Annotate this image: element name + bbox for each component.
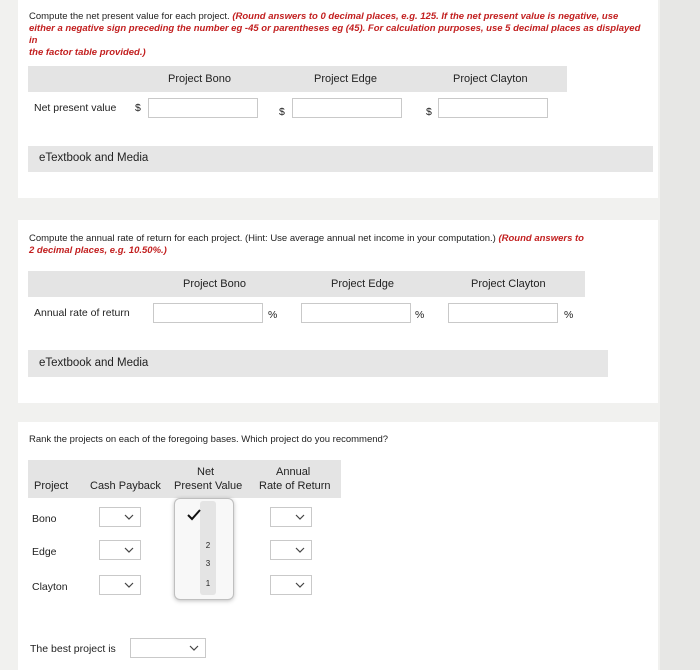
- cash-payback-select-bono[interactable]: [99, 507, 141, 527]
- rank-col-arr-1: Annual: [276, 466, 311, 478]
- arr-input-clayton[interactable]: [448, 303, 558, 323]
- chevron-down-icon: [295, 578, 305, 595]
- arr-select-clayton[interactable]: [270, 575, 312, 595]
- npv-rank-option-3[interactable]: 3: [205, 559, 211, 568]
- chevron-down-icon: [295, 543, 305, 560]
- npv-instruction-text: Compute the net present value for each project.: [29, 11, 230, 22]
- npv-panel: [18, 0, 658, 198]
- rank-col-cash-payback: Cash Payback: [90, 480, 161, 492]
- npv-input-clayton[interactable]: [438, 98, 548, 118]
- right-scroll-area: [660, 0, 700, 670]
- rank-col-arr-2: Rate of Return: [259, 480, 331, 492]
- rank-row-clayton: Clayton: [32, 581, 68, 593]
- chevron-down-icon: [124, 578, 134, 595]
- cash-payback-select-clayton[interactable]: [99, 575, 141, 595]
- rank-table-header: [28, 460, 341, 498]
- chevron-down-icon: [124, 543, 134, 560]
- etextbook-media-label-2: eTextbook and Media: [39, 357, 149, 369]
- npv-rank-option-list: [200, 501, 216, 595]
- cash-payback-select-edge[interactable]: [99, 540, 141, 560]
- npv-rank-dropdown[interactable]: [174, 498, 234, 600]
- chevron-down-icon: [295, 510, 305, 527]
- etextbook-media-label-1: eTextbook and Media: [39, 152, 149, 164]
- npv-input-edge[interactable]: [292, 98, 402, 118]
- etextbook-media-link-1[interactable]: [28, 146, 653, 172]
- rank-row-edge: Edge: [32, 546, 57, 558]
- best-project-label: The best project is: [30, 643, 116, 655]
- arr-instruction-red: (Round answers to: [498, 233, 584, 244]
- chevron-down-icon: [124, 510, 134, 527]
- arr-col-clayton: Project Clayton: [471, 278, 546, 290]
- arr-instruction-text: Compute the annual rate of return for each project. (Hint: Use average annual net income in your computation.): [29, 233, 496, 244]
- npv-input-bono[interactable]: [148, 98, 258, 118]
- checkmark-icon: [186, 508, 202, 525]
- arr-instruction-red-2: 2 decimal places, e.g. 10.50%.): [29, 245, 167, 256]
- rank-col-project: Project: [34, 480, 69, 492]
- rank-panel: [18, 422, 658, 670]
- best-project-select[interactable]: [130, 638, 206, 658]
- arr-input-bono[interactable]: [153, 303, 263, 323]
- arr-percent-clayton: %: [564, 309, 574, 321]
- npv-col-bono: Project Bono: [168, 73, 231, 85]
- rank-instruction: Rank the projects on each of the foregoing bases. Which project do you recommend?: [29, 434, 389, 445]
- arr-percent-bono: %: [268, 309, 278, 321]
- rank-col-npv-2: Present Value: [174, 480, 243, 492]
- arr-percent-edge: %: [415, 309, 425, 321]
- npv-row-label: Net present value: [34, 102, 117, 114]
- arr-row-label: Annual rate of return: [34, 307, 130, 319]
- npv-column-header: [28, 66, 567, 92]
- npv-col-clayton: Project Clayton: [453, 73, 528, 85]
- arr-column-header: [28, 271, 585, 297]
- arr-input-edge[interactable]: [301, 303, 411, 323]
- npv-currency-clayton: $: [426, 106, 432, 118]
- npv-rank-option-2[interactable]: 2: [205, 541, 211, 550]
- rank-row-bono: Bono: [32, 513, 57, 525]
- npv-instruction-red-3: the factor table provided.): [29, 47, 146, 58]
- npv-currency-edge: $: [279, 106, 285, 118]
- npv-col-edge: Project Edge: [314, 73, 377, 85]
- rank-col-npv-1: Net: [197, 466, 215, 478]
- arr-select-bono[interactable]: [270, 507, 312, 527]
- chevron-down-icon: [189, 641, 199, 658]
- arr-panel: [18, 220, 658, 403]
- etextbook-media-link-2[interactable]: [28, 350, 608, 377]
- npv-instruction-red-2: either a negative sign preceding the number eg -45 or parentheses eg (45). For calculation purposes, use 5 decimal places as displayed in: [29, 23, 641, 46]
- npv-rank-option-1[interactable]: 1: [205, 579, 211, 588]
- npv-instruction-red: (Round answers to 0 decimal places, e.g. 125. If the net present value is negative, use: [232, 11, 619, 22]
- arr-col-edge: Project Edge: [331, 278, 394, 290]
- arr-col-bono: Project Bono: [183, 278, 246, 290]
- npv-currency-bono: $: [135, 102, 141, 114]
- arr-select-edge[interactable]: [270, 540, 312, 560]
- npv-instructions: [29, 11, 649, 59]
- arr-instructions: [29, 233, 649, 257]
